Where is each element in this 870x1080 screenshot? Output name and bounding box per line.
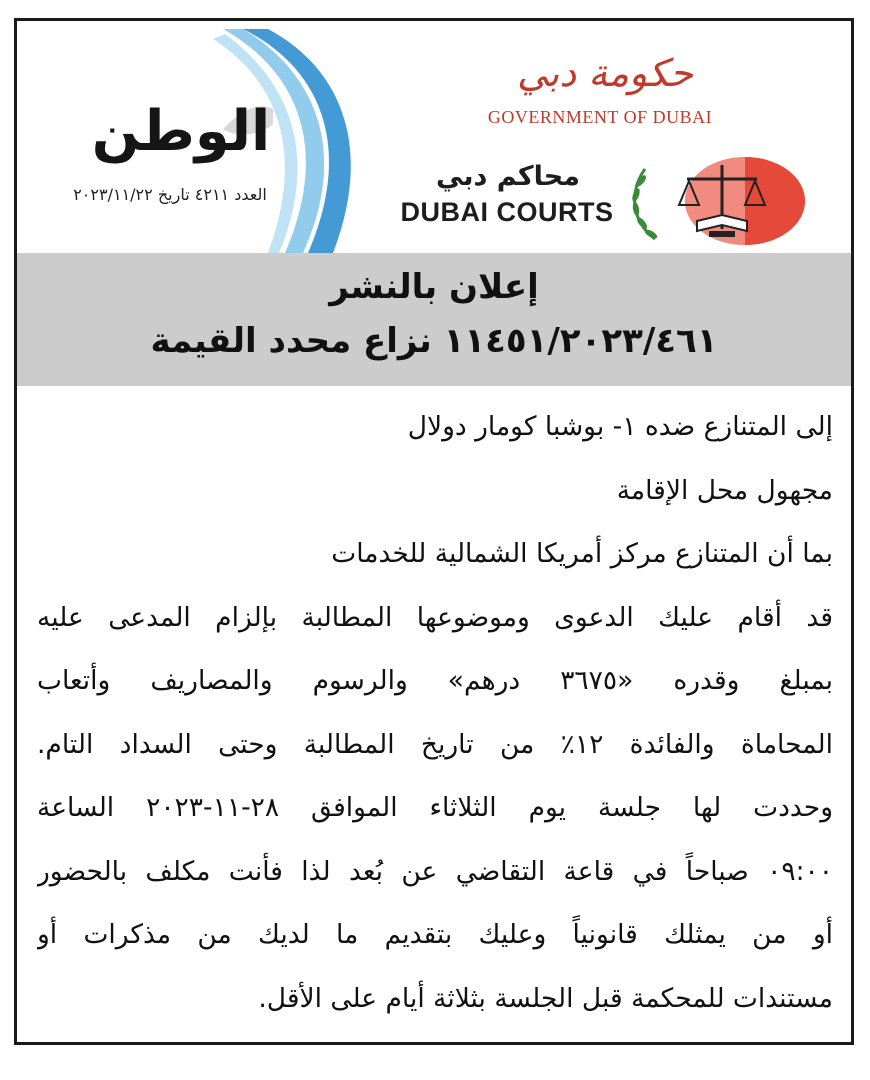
announcement-title: إعلان بالنشر (329, 267, 539, 307)
issue-line: العدد ٤٢١١ تاريخ ٢٠٢٣/١١/٢٢ (73, 185, 267, 204)
notice-frame (14, 18, 854, 1045)
body-line: قد أقام عليك الدعوى وموضوعها المطالبة بإلزام المدعى عليه (37, 601, 833, 633)
courts-arabic-name: محاكم دبي (436, 161, 580, 192)
government-arabic-logo: حكومة دبي (516, 51, 694, 95)
dubai-courts-emblem (617, 151, 805, 249)
body-line: أو من يمثلك قانونياً وعليك بتقديم ما لديك من مذكرات أو (37, 919, 833, 950)
body-line: المحاماة والفائدة ١٢٪ من تاريخ المطالبة وحتى السداد التام. (37, 728, 833, 760)
notice-header (17, 21, 851, 253)
body-line: بمبلغ وقدره «٣٦٧٥ درهم» والرسوم والمصاريف وأتعاب (37, 665, 833, 696)
body-line: مجهول محل الإقامة (616, 474, 833, 506)
body-line: إلى المتنازع ضده ١- بوشبا كومار دولال (407, 411, 833, 442)
government-english-name: GOVERNMENT OF DUBAI (487, 107, 713, 127)
courts-english-name: DUBAI COURTS (400, 197, 614, 227)
body-line: بما أن المتنازع مركز أمريكا الشمالية للخدمات (331, 538, 833, 569)
case-number: ١١٤٥١/٢٠٢٣/٤٦١ نزاع محدد القيمة (150, 321, 718, 361)
newspaper-masthead: الوطن (91, 99, 271, 164)
body-line: مستندات للمحكمة قبل الجلسة بثلاثة أيام على الأقل. (258, 982, 833, 1014)
body-line: وحددت لها جلسة يوم الثلاثاء الموافق ٢٨-١١-٢٠٢٣ الساعة (37, 792, 833, 823)
announcement-banner (17, 253, 851, 386)
body-line: ٠٩:٠٠ صباحاً في قاعة التقاضي عن بُعد لذا فأنت مكلف بالحضور (37, 855, 833, 887)
notice-body (37, 395, 833, 1030)
